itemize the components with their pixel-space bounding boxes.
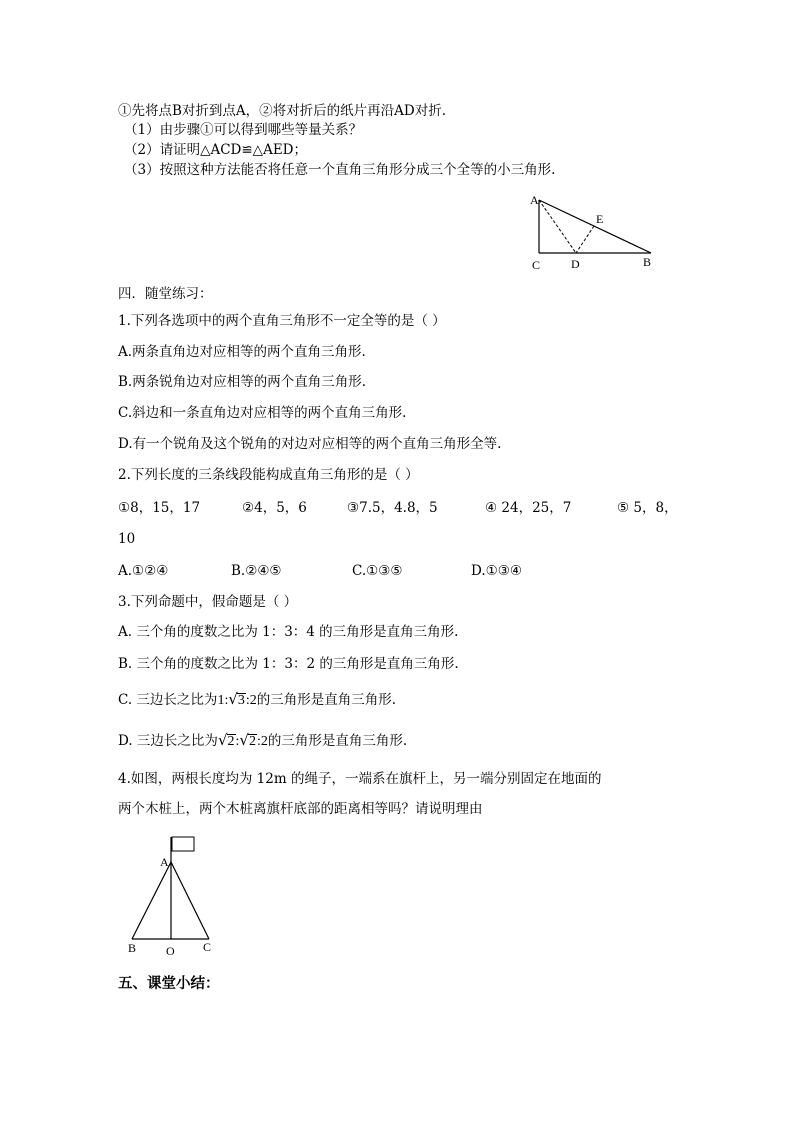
fig2-rope-ac (171, 862, 209, 939)
problem-1-option-a: A.两条直角边对应相等的两个直角三角形. (118, 344, 366, 360)
problem-3-option-d-suffix: 的三角形是直角三角形. (267, 733, 408, 749)
sqrt-sign-icon: √ (228, 690, 238, 708)
fig1-label-d: D (571, 257, 580, 271)
problem-3-option-c-ratio-end: :2 (245, 693, 257, 708)
problem-3-option-a: A. 三个角的度数之比为 1：3：4 的三角形是直角三角形. (118, 624, 459, 640)
problem-1-option-c: C.斜边和一条直角边对应相等的两个直角三角形. (118, 405, 407, 421)
sqrt-sign-icon: √ (239, 731, 249, 749)
problem-2-item-2: ②4，5，6 (242, 500, 307, 516)
fig2-rope-ab (132, 862, 171, 939)
problem-4-line-1: 4.如图，两根长度均为 12m 的绳子，一端系在旗杆上，另一端分别固定在地面的 (118, 771, 602, 787)
problem-2-item-3: ③7.5，4.8，5 (347, 500, 438, 516)
problem-2-option-a: A.①②④ (118, 563, 169, 579)
problem-3-option-d-ratio-end: :2 (256, 734, 268, 749)
problem-1-option-d: D.有一个锐角及这个锐角的对边对应相等的两个直角三角形全等. (118, 436, 502, 452)
problem-3-option-c-suffix: 的三角形是直角三角形. (256, 692, 397, 708)
problem-2-item-5-continued: 10 (118, 531, 136, 547)
fig2-label-a: A (160, 855, 169, 869)
problem-2-option-c: C.①③⑤ (352, 563, 403, 579)
problem-2-item-1: ①8，15，17 (118, 500, 201, 516)
fig2-label-o: O (166, 944, 175, 958)
fig1-label-a: A (530, 193, 539, 207)
intro-question-2: （2）请证明△ACD≌△AED； (124, 142, 307, 158)
fig1-label-c: C (532, 258, 541, 272)
fig2-label-c: C (203, 940, 212, 954)
intro-question-3: （3）按照这种方法能否将任意一个直角三角形分成三个全等的小三角形. (124, 162, 556, 178)
intro-question-1: （1）由步骤①可以得到哪些等量关系？ (124, 122, 363, 138)
problem-3-option-d-radicand-1: 2 (227, 734, 235, 749)
fig1-label-e: E (596, 212, 604, 226)
problem-3-option-c-ratio-start: 1: (217, 693, 229, 708)
problem-3-option-c-radicand: 3 (237, 693, 245, 708)
section-4-title: 四．随堂练习： (118, 286, 213, 302)
fig1-label-b: B (643, 255, 652, 269)
problem-1-question: 1.下列各选项中的两个直角三角形不一定全等的是（ ） (118, 313, 446, 329)
problem-4-line-2: 两个木桩上，两个木桩离旗杆底部的距离相等吗？请说明理由 (118, 801, 483, 817)
fig2-label-b: B (128, 941, 137, 955)
sqrt-sign-icon: √ (217, 731, 228, 749)
problem-2-option-d: D.①③④ (471, 563, 522, 579)
problem-2-item-5: ⑤ 5，8， (617, 500, 678, 516)
problem-2-option-b: B.②④⑤ (231, 563, 282, 579)
problem-3-option-c-prefix: C. 三边长之比为 (118, 692, 218, 708)
problem-1-option-b: B.两条锐角边对应相等的两个直角三角形. (118, 374, 367, 390)
problem-2-question: 2.下列长度的三条线段能构成直角三角形的是（ ） (118, 467, 419, 483)
problem-3-option-d-separator: : (235, 734, 240, 749)
problem-3-option-b: B. 三个角的度数之比为 1：3：2 的三角形是直角三角形. (118, 656, 459, 672)
section-5-title: 五、课堂小结： (118, 975, 220, 992)
problem-3-question: 3.下列命题中，假命题是（ ） (118, 594, 298, 610)
fig2-flag (172, 837, 194, 851)
problem-3-option-d-radicand-2: 2 (248, 734, 256, 749)
problem-2-item-4: ④ 24，25，7 (485, 500, 572, 516)
problem-3-option-d-prefix: D. 三边长之比为 (118, 733, 218, 749)
intro-steps: ①先将点B对折到点A，②将对折后的纸片再沿AD对折. (118, 103, 447, 119)
